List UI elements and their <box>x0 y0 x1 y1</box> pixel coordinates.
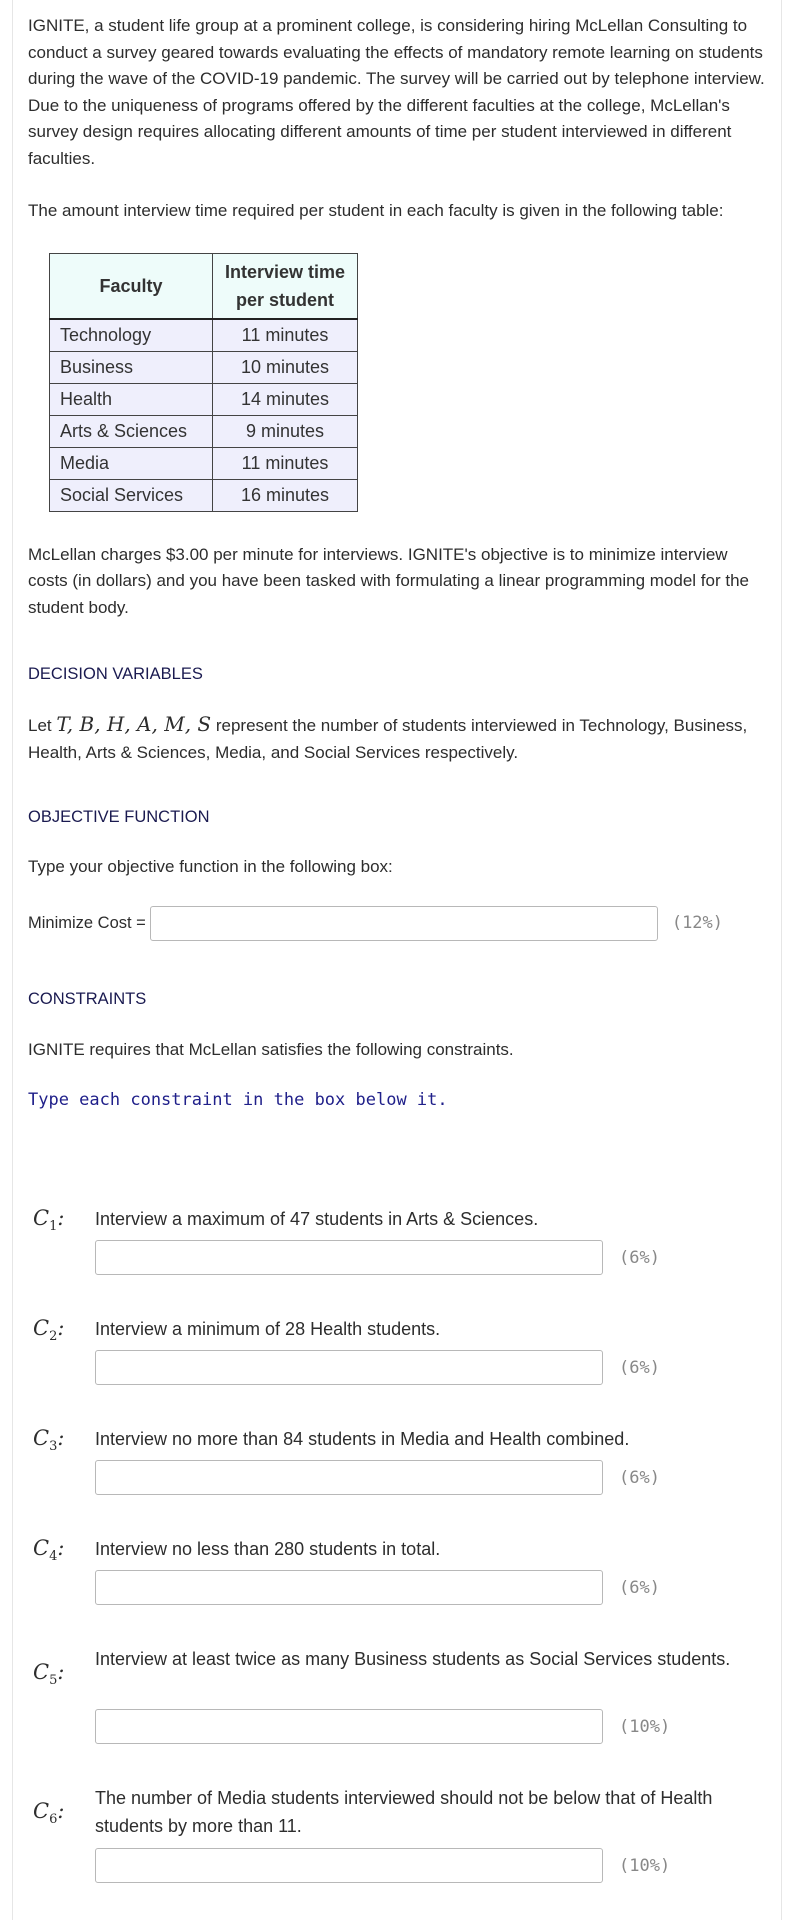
decision-variables-title: DECISION VARIABLES <box>28 665 203 683</box>
time-cell: 14 minutes <box>213 383 358 415</box>
faculty-cell: Social Services <box>50 479 213 511</box>
objective-function-title: OBJECTIVE FUNCTION <box>28 808 210 826</box>
table-row <box>50 479 358 511</box>
objective-function-input[interactable] <box>150 906 658 941</box>
constraint-weight: (10%) <box>619 1856 671 1876</box>
variable-list: T, B, H, A, M, S <box>56 712 212 736</box>
objective-weight: (12%) <box>671 913 724 933</box>
constraint-label: $C_6$: <box>33 1799 65 1828</box>
constraint-text: Interview at least twice as many Business students as Social Services students. <box>95 1649 731 1669</box>
time-cell: 16 minutes <box>213 479 358 511</box>
constraint-text: Interview a minimum of 28 Health students. <box>95 1319 441 1339</box>
decision-variables-text: Let T, B, H, A, M, S represent the number of students interviewed in Technology, Business, Health, Arts & Sciences, Media, and Social Services respectively. <box>28 712 748 762</box>
constraint-weight: (6%) <box>619 1468 660 1488</box>
time-cell: 11 minutes <box>213 319 358 352</box>
faculty-cell: Business <box>50 351 213 383</box>
constraint-text: The number of Media students interviewed should not be below that of Health students by more than 11. <box>95 1788 713 1836</box>
intro-paragraph-1: IGNITE, a student life group at a prominent college, is considering hiring McLellan Consulting to conduct a survey geared towards evaluating the effects of mandatory remote learning on students during the wave of the COVID-19 pandemic. The survey will be carried out by telephone interview. <box>28 16 765 88</box>
time-cell: 9 minutes <box>213 415 358 447</box>
constraint-input-c5[interactable] <box>95 1709 603 1744</box>
constraint-label: $C_5$: <box>33 1660 65 1689</box>
constraint-label: $C_4$: <box>33 1536 65 1565</box>
objective-row <box>28 906 766 941</box>
table-row <box>50 319 358 352</box>
pricing-paragraph: McLellan charges $3.00 per minute for interviews. IGNITE's objective is to minimize interview costs (in dollars) and you have been tasked with formulating a linear programming model for the student body. <box>28 544 749 617</box>
constraint-label: $C_1$: <box>33 1206 65 1235</box>
table-row <box>50 447 358 479</box>
faculty-cell: Health <box>50 383 213 415</box>
constraint-weight: (10%) <box>619 1717 671 1737</box>
constraint-text: Interview no more than 84 students in Media and Health combined. <box>95 1429 630 1449</box>
objective-instruction: Type your objective function in the following box: <box>28 857 393 876</box>
constraint-label: $C_2$: <box>33 1316 65 1345</box>
faculty-cell: Technology <box>50 319 213 352</box>
table-intro: The amount interview time required per student in each faculty is given in the following table: <box>28 201 724 220</box>
header-interview-time: Interview time per student <box>213 253 358 319</box>
interview-time-table <box>49 253 358 512</box>
constraint-label: $C_3$: <box>33 1426 65 1455</box>
table-row <box>50 415 358 447</box>
intro-paragraph-2: Due to the uniqueness of programs offered by the different faculties at the college, McLellan's survey design requires allocating different amounts of time per student interviewed in different faculties. <box>28 95 732 168</box>
constraint-text: Interview a maximum of 47 students in Arts & Sciences. <box>95 1209 539 1229</box>
constraint-input-c2[interactable] <box>95 1350 603 1385</box>
header-faculty: Faculty <box>50 253 213 319</box>
constraint-weight: (6%) <box>619 1358 660 1378</box>
faculty-cell: Media <box>50 447 213 479</box>
constraint-input-c3[interactable] <box>95 1460 603 1495</box>
constraint-weight: (6%) <box>619 1578 660 1598</box>
table-row <box>50 351 358 383</box>
time-cell: 11 minutes <box>213 447 358 479</box>
constraint-weight: (6%) <box>619 1248 660 1268</box>
faculty-cell: Arts & Sciences <box>50 415 213 447</box>
objective-label: Minimize Cost = <box>28 913 146 932</box>
constraint-input-c4[interactable] <box>95 1570 603 1605</box>
constraint-text: Interview no less than 280 students in total. <box>95 1539 441 1559</box>
table-row <box>50 383 358 415</box>
question-page <box>12 0 782 1920</box>
constraints-title: CONSTRAINTS <box>28 989 147 1008</box>
constraints-intro: IGNITE requires that McLellan satisfies the following constraints. <box>28 1039 514 1059</box>
constraint-input-c1[interactable] <box>95 1240 603 1275</box>
constraint-input-c6[interactable] <box>95 1848 603 1883</box>
time-cell: 10 minutes <box>213 351 358 383</box>
constraints-instruction: Type each constraint in the box below it. <box>28 1090 448 1110</box>
